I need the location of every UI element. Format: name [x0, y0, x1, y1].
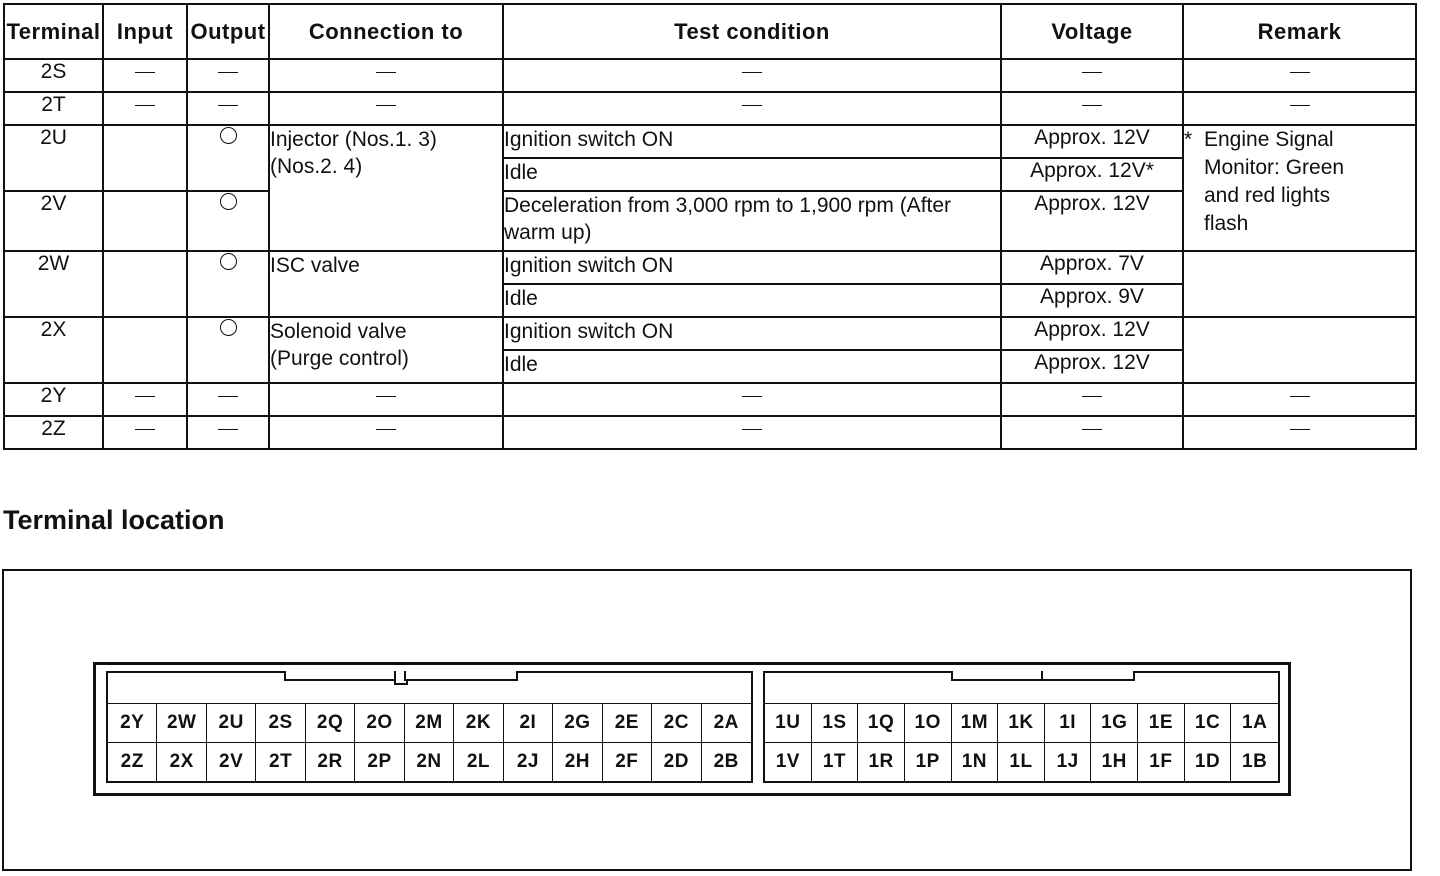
connection-line: Injector (Nos.1. 3) — [270, 128, 437, 151]
connector-key — [404, 671, 518, 681]
connector-pin: 2M — [405, 703, 454, 742]
input-cell — [103, 317, 187, 383]
connector-pin: 1P — [905, 742, 952, 781]
connector-pin: 1H — [1091, 742, 1138, 781]
condition-cell: Idle — [503, 158, 1001, 191]
left-connector — [106, 671, 753, 783]
voltage-cell: Approx. 12V — [1001, 125, 1183, 158]
connection-cell — [269, 125, 503, 251]
dash-mark — [1290, 396, 1310, 397]
input-cell — [103, 191, 187, 251]
table-row — [4, 125, 1416, 158]
voltage-cell: Approx. 12V — [1001, 191, 1183, 251]
terminal-cell: 2S — [4, 59, 103, 92]
connector-pin: 2Z — [108, 742, 157, 781]
connector-pin: 2U — [207, 703, 256, 742]
connection-line: (Nos.2. 4) — [270, 155, 363, 178]
voltage-cell: Approx. 12V — [1001, 317, 1183, 350]
dash-mark — [742, 105, 762, 106]
dash-mark — [376, 105, 396, 106]
connector-pin: 1B — [1231, 742, 1278, 781]
connector-pin: 1L — [998, 742, 1045, 781]
right-connector — [763, 671, 1280, 783]
terminal-cell: 2V — [4, 191, 103, 251]
terminal-cell: 2T — [4, 92, 103, 125]
terminal-cell: 2Z — [4, 416, 103, 449]
connection-line: (Purge control) — [270, 347, 409, 370]
table-header-row — [4, 4, 1416, 59]
condition-cell: Ignition switch ON — [503, 125, 1001, 158]
connector-key — [1041, 671, 1135, 681]
connector-pin: 2C — [652, 703, 701, 742]
input-cell — [103, 251, 187, 317]
output-cell — [187, 125, 269, 191]
connector-pin: 2X — [157, 742, 206, 781]
connector-pin: 2F — [603, 742, 652, 781]
connector-pin: 1I — [1045, 703, 1092, 742]
output-circle-icon — [220, 127, 237, 144]
connector-pin: 2V — [207, 742, 256, 781]
connector-pin: 2R — [306, 742, 355, 781]
connector-pin: 1T — [812, 742, 859, 781]
table-row — [4, 317, 1416, 350]
connection-cell: ISC valve — [269, 251, 503, 317]
dash-mark — [218, 396, 238, 397]
dash-mark — [376, 429, 396, 430]
header-output: Output — [187, 4, 269, 59]
connector-pin: 2B — [702, 742, 751, 781]
connector-pin: 2E — [603, 703, 652, 742]
dash-mark — [135, 429, 155, 430]
connector-pin: 1J — [1045, 742, 1092, 781]
connector-pin: 1M — [952, 703, 999, 742]
output-cell — [187, 317, 269, 383]
connector-pin: 2D — [652, 742, 701, 781]
connector-pin: 1N — [952, 742, 999, 781]
header-voltage: Voltage — [1001, 4, 1183, 59]
remark-cell — [1183, 125, 1416, 251]
connector-pin: 2Q — [306, 703, 355, 742]
dash-mark — [1290, 429, 1310, 430]
dash-mark — [135, 72, 155, 73]
header-input: Input — [103, 4, 187, 59]
dash-mark — [218, 105, 238, 106]
dash-mark — [135, 105, 155, 106]
connector-pin: 2S — [256, 703, 305, 742]
connector-pin: 1O — [905, 703, 952, 742]
table-row — [4, 416, 1416, 449]
output-circle-icon — [220, 193, 237, 210]
table-row — [4, 383, 1416, 416]
connector-pin: 2I — [504, 703, 553, 742]
dash-mark — [1082, 429, 1102, 430]
remark-asterisk: * — [1184, 128, 1193, 151]
connector-pin: 2H — [553, 742, 602, 781]
connector-pin: 1R — [858, 742, 905, 781]
voltage-cell: Approx. 7V — [1001, 251, 1183, 284]
connector-pin: 2Y — [108, 703, 157, 742]
connector-pin: 1C — [1185, 703, 1232, 742]
ecu-connector — [93, 662, 1291, 796]
table-row — [4, 251, 1416, 284]
terminal-cell: 2U — [4, 125, 103, 191]
dash-mark — [218, 72, 238, 73]
header-connection: Connection to — [269, 4, 503, 59]
connector-pin: 1E — [1138, 703, 1185, 742]
connector-pin: 1U — [765, 703, 812, 742]
left-pin-grid — [108, 703, 751, 781]
condition-cell: Idle — [503, 350, 1001, 383]
connector-pin: 2W — [157, 703, 206, 742]
remark-line: Engine Signal — [1204, 128, 1334, 151]
connector-pin: 2G — [553, 703, 602, 742]
terminal-location-box — [2, 569, 1412, 871]
dash-mark — [218, 429, 238, 430]
condition-cell: Ignition switch ON — [503, 317, 1001, 350]
connector-pin: 2O — [355, 703, 404, 742]
dash-mark — [742, 429, 762, 430]
connector-pin: 2L — [454, 742, 503, 781]
connector-pin: 2N — [405, 742, 454, 781]
header-remark: Remark — [1183, 4, 1416, 59]
terminal-location-title: Terminal location — [3, 505, 225, 535]
remark-cell — [1183, 251, 1416, 317]
remark-line: Monitor: Green — [1204, 156, 1345, 179]
connector-key — [284, 671, 398, 681]
input-cell — [103, 125, 187, 191]
voltage-cell: Approx. 12V — [1001, 350, 1183, 383]
connector-pin: 1D — [1185, 742, 1232, 781]
output-cell — [187, 251, 269, 317]
header-terminal: Terminal — [4, 4, 103, 59]
dash-mark — [1290, 72, 1310, 73]
dash-mark — [742, 72, 762, 73]
connector-pin: 2P — [355, 742, 404, 781]
remark-line: and red lights — [1204, 184, 1331, 207]
connector-pin: 1F — [1138, 742, 1185, 781]
connector-pin: 1K — [998, 703, 1045, 742]
connector-pin: 1A — [1231, 703, 1278, 742]
connector-pin: 1V — [765, 742, 812, 781]
connection-line: Solenoid valve — [270, 320, 407, 343]
table-row — [4, 92, 1416, 125]
condition-cell: Ignition switch ON — [503, 251, 1001, 284]
condition-cell: Deceleration from 3,000 rpm to 1,900 rpm (After warm up) — [503, 191, 1001, 251]
voltage-cell: Approx. 9V — [1001, 284, 1183, 317]
terminal-cell: 2W — [4, 251, 103, 317]
right-pin-grid — [765, 703, 1278, 781]
condition-cell: Idle — [503, 284, 1001, 317]
dash-mark — [1082, 105, 1102, 106]
dash-mark — [376, 396, 396, 397]
connector-pin: 1Q — [858, 703, 905, 742]
output-circle-icon — [220, 319, 237, 336]
remark-line: flash — [1204, 212, 1249, 235]
header-test-condition: Test condition — [503, 4, 1001, 59]
output-circle-icon — [220, 253, 237, 270]
connector-pin: 2T — [256, 742, 305, 781]
dash-mark — [1290, 105, 1310, 106]
table-row — [4, 59, 1416, 92]
terminal-cell: 2X — [4, 317, 103, 383]
connector-pin: 2K — [454, 703, 503, 742]
connection-cell — [269, 317, 503, 383]
terminal-cell: 2Y — [4, 383, 103, 416]
dash-mark — [1082, 72, 1102, 73]
connector-pin: 1G — [1091, 703, 1138, 742]
connector-pin: 2J — [504, 742, 553, 781]
output-cell — [187, 191, 269, 251]
dash-mark — [376, 72, 396, 73]
dash-mark — [135, 396, 155, 397]
connector-pin: 1S — [812, 703, 859, 742]
connector-key — [951, 671, 1045, 681]
voltage-cell: Approx. 12V* — [1001, 158, 1183, 191]
terminal-table — [3, 3, 1417, 450]
remark-cell — [1183, 317, 1416, 383]
dash-mark — [1082, 396, 1102, 397]
dash-mark — [742, 396, 762, 397]
connector-pin: 2A — [702, 703, 751, 742]
